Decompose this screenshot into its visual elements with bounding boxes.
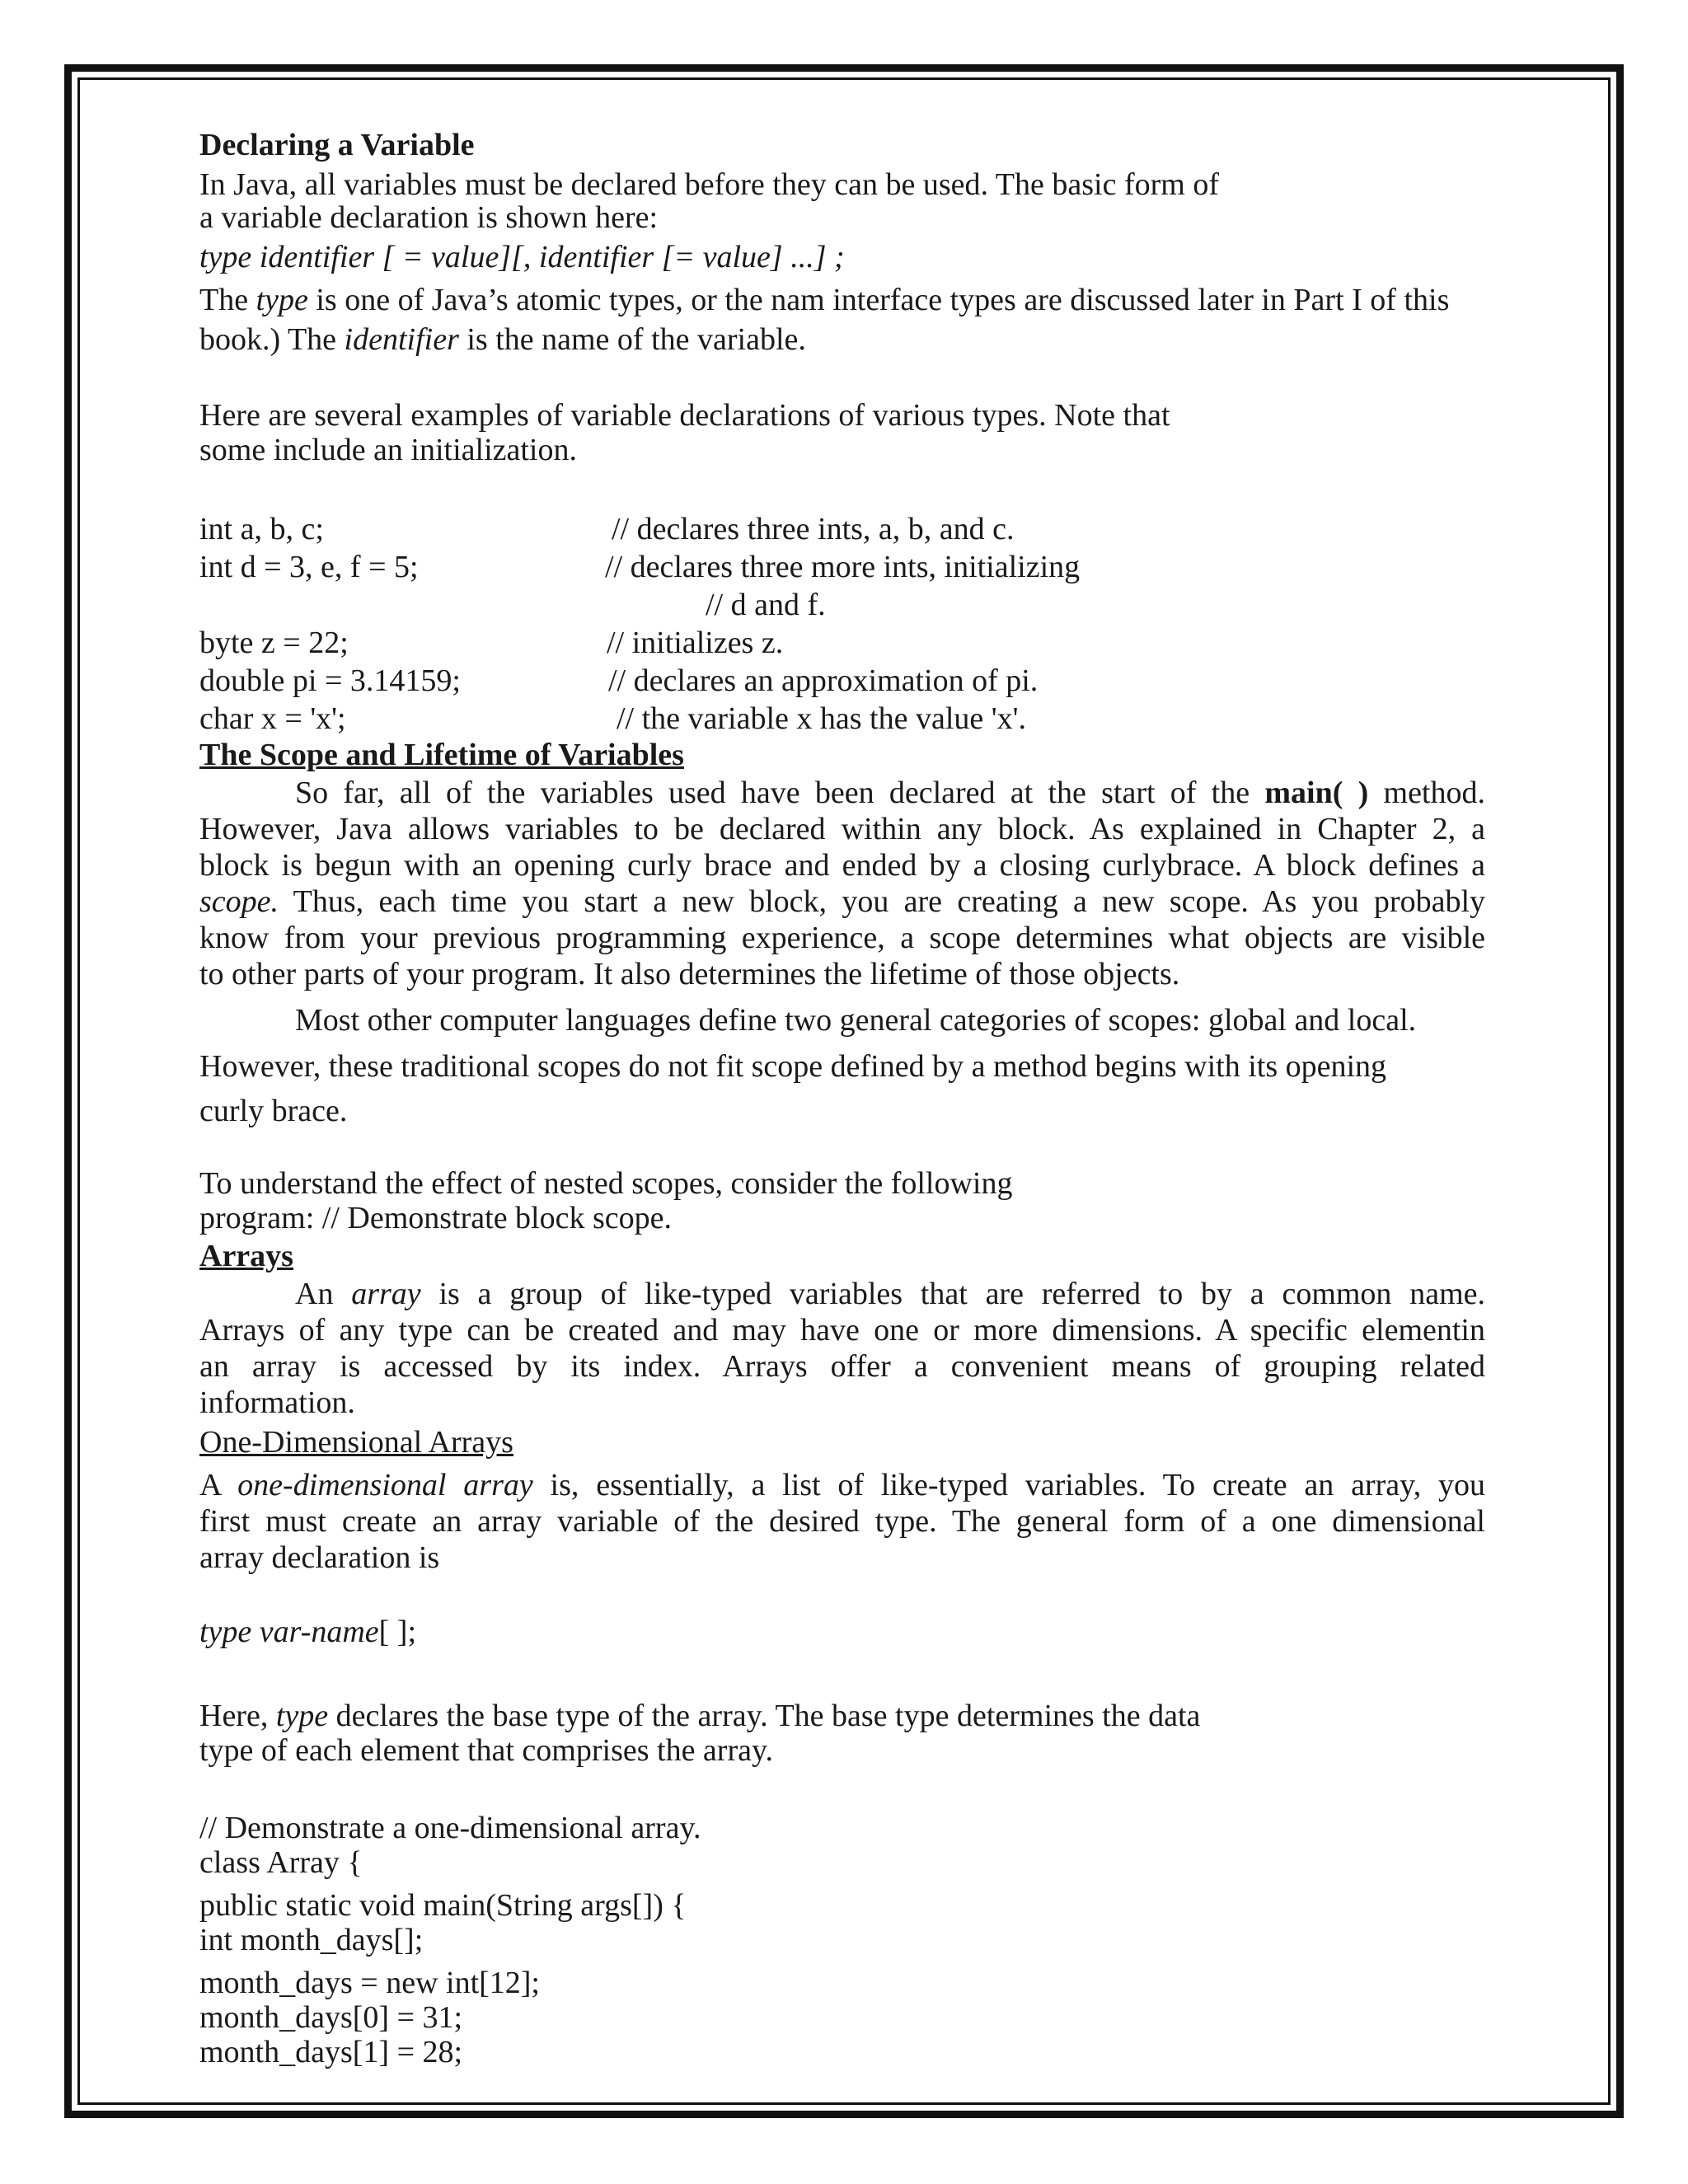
code-line: class Array { xyxy=(199,1845,363,1880)
example-comment: // initializes z. xyxy=(607,626,784,660)
example-code: int d = 3, e, f = 5; xyxy=(199,550,419,584)
example-comment: // declares three more ints, initializing xyxy=(605,550,1081,584)
code-line: month_days[0] = 31; xyxy=(199,2000,463,2035)
paragraph-line: program: // Demonstrate block scope. xyxy=(199,1201,673,1235)
paragraph-line: book.) The identifier is the name of the variable. xyxy=(199,322,806,357)
example-comment: // d and f. xyxy=(706,588,826,622)
paragraph-line: In Java, all variables must be declared before they can be used. The basic form of xyxy=(199,167,1219,202)
heading-scope-lifetime: The Scope and Lifetime of Variables xyxy=(199,738,684,772)
paragraph-scope: So far, all of the variables used have been declared at the start of the main( ) method. However, Java allows variables to be declared within any block. As explained in Chapter 2, a block is begun with an opening curly brace and ended by a closing curlybrace. A block defines a scope. Thus, each time you start a new block, you are creating a new scope. As you probably know from your previous programming experience, a scope determines what objects are visible to other parts of your program. It also determines the lifetime of those objects. xyxy=(199,776,1485,991)
example-code: byte z = 22; xyxy=(199,626,349,660)
subheading-one-dimensional-arrays: One-Dimensional Arrays xyxy=(199,1425,513,1460)
code-line: int month_days[]; xyxy=(199,1923,424,1957)
paragraph-line: Here are several examples of variable declarations of various types. Note that xyxy=(199,398,1170,433)
code-line: public static void main(String args[]) { xyxy=(199,1888,687,1923)
paragraph-line: Most other computer languages define two general categories of scopes: global and local. xyxy=(295,1003,1417,1038)
example-comment: // declares an approximation of pi. xyxy=(608,663,1039,698)
heading-declaring-variable: Declaring a Variable xyxy=(199,128,475,162)
paragraph-line: To understand the effect of nested scopes, consider the following xyxy=(199,1166,1013,1201)
paragraph-line: The type is one of Java’s atomic types, or the nam interface types are discussed later in Part I of this xyxy=(199,283,1450,317)
paragraph-one-dimensional: A one-dimensional array is, essentially, a list of like-typed variables. To create an array, you first must create an array variable of the desired type. The general form of a one dimensional array declaration is xyxy=(199,1468,1486,1575)
code-line: month_days = new int[12]; xyxy=(199,1966,540,2000)
example-comment: // declares three ints, a, b, and c. xyxy=(612,512,1015,546)
paragraph-arrays: An array is a group of like-typed variables that are referred to by a common name. Arrays of any type can be created and may have one or more dimensions. A specific elementin an array is accessed by its index. Arrays offer a convenient means of grouping related information. xyxy=(199,1277,1485,1420)
code-line: // Demonstrate a one-dimensional array. xyxy=(199,1811,701,1845)
example-comment: // the variable x has the value 'x'. xyxy=(617,701,1026,736)
paragraph-line: type of each element that comprises the array. xyxy=(199,1733,774,1768)
paragraph-line: curly brace. xyxy=(199,1094,348,1128)
syntax-line: type var-name[ ]; xyxy=(199,1615,417,1649)
paragraph-line: However, these traditional scopes do not fit scope defined by a method begins with its opening xyxy=(199,1049,1387,1084)
paragraph-line: Here, type declares the base type of the array. The base type determines the data xyxy=(199,1699,1201,1733)
heading-arrays: Arrays xyxy=(199,1239,293,1273)
example-code: char x = 'x'; xyxy=(199,701,346,736)
example-code: int a, b, c; xyxy=(199,512,324,546)
paragraph-line: a variable declaration is shown here: xyxy=(199,200,659,235)
page-border-inner xyxy=(77,77,1611,2105)
code-line: month_days[1] = 28; xyxy=(199,2035,463,2069)
syntax-line: type identifier [ = value][, identifier [= value] ...] ; xyxy=(199,240,845,274)
paragraph-line: some include an initialization. xyxy=(199,433,577,467)
example-code: double pi = 3.14159; xyxy=(199,663,461,698)
